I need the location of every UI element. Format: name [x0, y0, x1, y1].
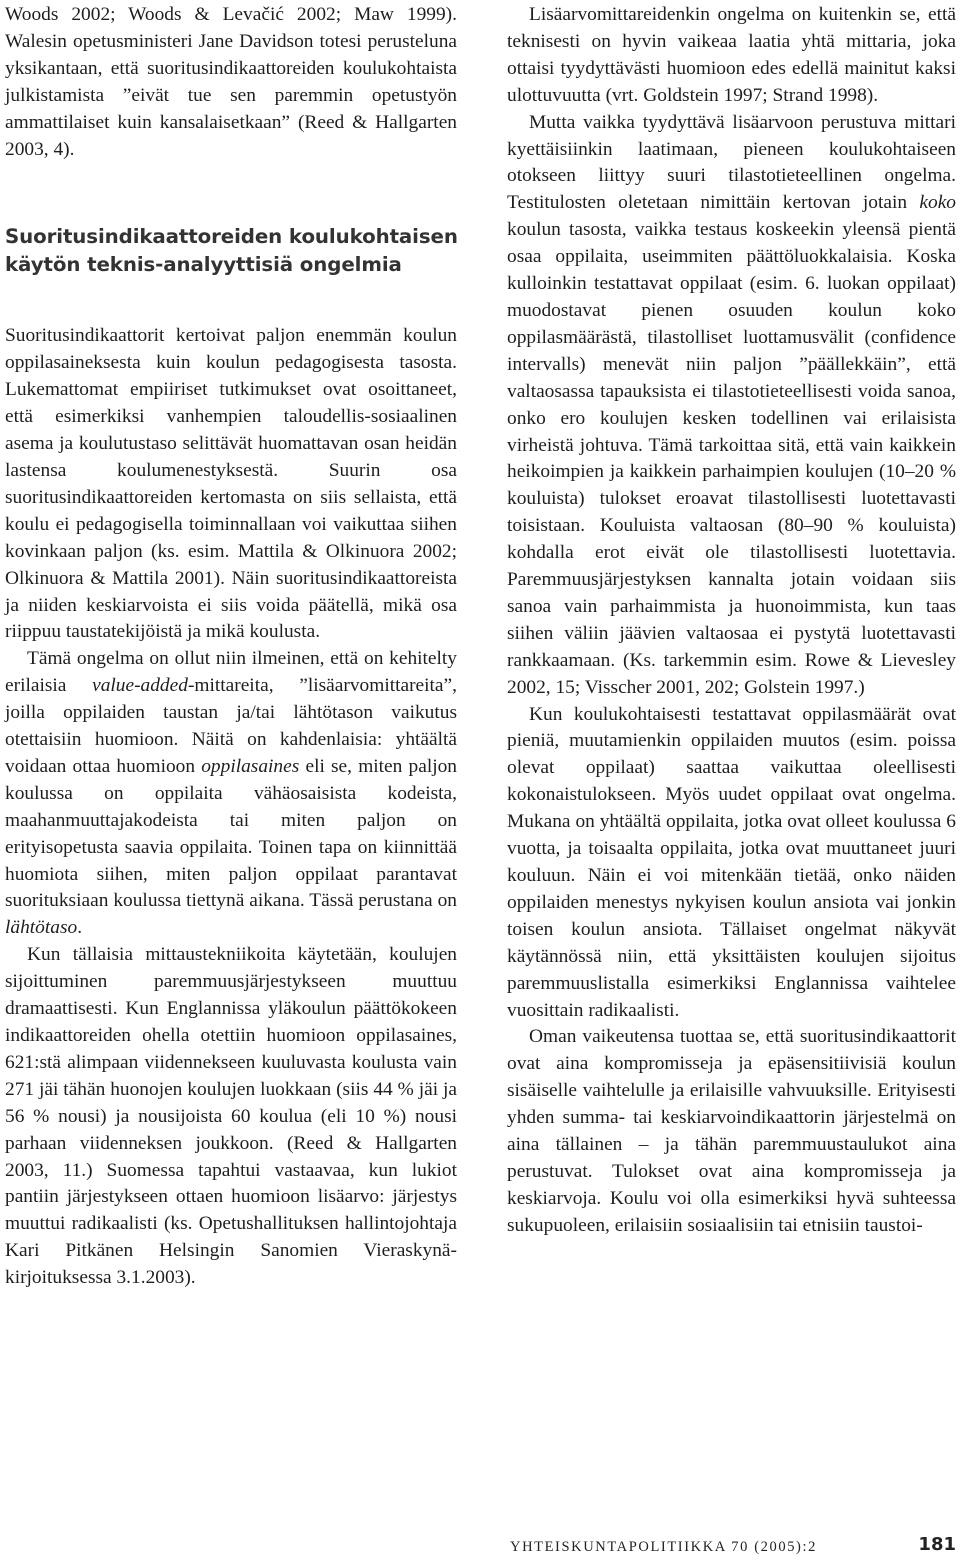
- body-paragraph-3: Kun tällaisia mittaustekniikoita käytetään, koulujen sijoittuminen paremmuusjärjestykseen muuttuu dramaattisesti. Kun Englannissa yläkoulun päättökokeen indikaattoreiden ohella otettiin huomioon oppilasaines, 621:stä alimpaan viidennekseen kuuluvasta koulusta vain 271 jäi tähän huonojen koulujen luokkaan (siis 44 % jäi ja 56 % nousi) ja nousijoista 60 koulua (eli 10 %) nousi parhaan viidenneksen joukkoon. (Reed & Hallgarten 2003, 11.) Suomessa tapahtui vastaavaa, kun lukiot pantiin järjestykseen ottaen huomioon lisäarvo: järjestys muuttui radikaalisti (ks. Opetushallituksen hallintojohtaja Kari Pitkänen Helsingin Sanomien Vieraskynä-kirjoituksessa 3.1.2003).: [5, 944, 457, 1289]
- paragraph-text: -mittareita, ”lisäarvomittareita”, joilla oppilaiden taustan ja/tai lähtötason vaikutus otettaisiin huomioon. Näitä on kahdenlaisia: yhtäältä voidaan ottaa huomioon: [5, 675, 457, 777]
- italic-term-value-added: value-added: [92, 675, 188, 697]
- page-number: 181: [918, 1534, 956, 1555]
- right-paragraph-4: Oman vaikeutensa tuottaa se, että suoritusindikaattorit ovat aina kompromisseja ja epäsensitiivisiä koulun sisäiselle vaihtelulle ja erilaisille vahvuuksille. Erityisesti yhden summa- tai keskiarvoindikaattorin järjestelmä on aina tällainen – ja tähän paremmuustaulukot aina perustuvat. Tulokset ovat aina kompromisseja ja keskiarvoja. Koulu voi olla esimerkiksi hyvä suhteessa sukupuoleen, erilaisiin sosiaalisiin tai etnisiin taustoi-: [507, 1026, 956, 1236]
- paragraph-text: Mutta vaikka tyydyttävä lisäarvoon perustuva mittari kyettäisiinkin laatimaan, pieneen koulukohtaiseen otokseen liittyy suuri tilastotieteellinen ongelma. Testitulosten oletetaan nimittäin kertovan jotain: [507, 111, 956, 214]
- paragraph-text: eli se, miten paljon koulussa on oppilaita vähäosaisista kodeista, maahanmuuttajakodeista tai miten paljon on erityisopetusta saavia oppilaita. Toinen tapa on kiinnittää huomiota siihen, miten paljon oppilaat parantavat suorituksiaan koulussa tiettynä aikana. Tässä perustana on: [5, 755, 457, 912]
- paragraph-text: Tämä ongelma on ollut niin ilmeinen, että on kehitelty erilaisia: [5, 648, 457, 697]
- italic-term-oppilasaines: oppilasaines: [201, 755, 300, 777]
- journal-name: YHTEISKUNTAPOLITIIKKA 70 (2005):2: [510, 1539, 817, 1555]
- right-paragraph-3: Kun koulukohtaisesti testattavat oppilasmäärät ovat pieniä, muutamienkin oppilaiden muutos (esim. poissa olevat oppilaat) saattaa vaikuttaa oleellisesti kokonaistulokseen. Myös uudet oppilaat ovat ongelma. Mukana on yhtäältä oppilaita, jotka ovat olleet koulussa 6 vuotta, ja toisaalta oppilaita, jotka ovat muuttaneet juuri kouluun. Näin ei voi mitenkään tietää, onko näiden oppilaiden menestys nykyisen koulun ansiota vai jonkin toisen koulun ansiota. Tällaiset ongelmat näkyvät käytännössä niin, että yksittäisten koulujen sijoitus paremmuuslistalla esimerkiksi Englannissa vaihtelee vuosittain radikaalisti.: [507, 703, 956, 1021]
- left-column: [5, 2, 457, 1292]
- italic-term-lahtotaso: lähtötaso: [5, 917, 78, 939]
- right-paragraph-1: Lisäarvomittareidenkin ongelma on kuitenkin se, että teknisesti on hyvin vaikeaa laatia yhtä mittaria, joka ottaisi tyydyttävästi huomioon edes edellä mainitut kaksi ulottuvuutta (vrt. Goldstein 1997; Strand 1998).: [507, 4, 956, 106]
- paragraph-text: koulun tasosta, vaikka testaus koskeekin yleensä pientä osaa oppilaita, useimmiten päättöluokkalaisia. Koska kulloinkin testattavat oppilaat (esim. 6. luokan oppilaat) muodostavat pienen osuuden koulun koko oppilasmäärästä, tilastolliset luottamusvälit (confidence intervalls) menevät niin paljon ”päällekkäin”, että valtaosassa tapauksista ei tilastotieteellisesti voida sanoa, onko ero koulujen kesken todellinen vai erilaisista virheistä johtuva. Tämä tarkoittaa sitä, että vain kaikkein heikoimpien ja kaikkein parhaimpien koulujen (10–20 % kouluista) tulokset eroavat tilastollisesti luotettavasti toisistaan. Kouluista valtaosan (80–90 % kouluista) kohdalla erot eivät ole tilastollisesti luotettavia. Paremmuusjärjestyksen kannalta jotain voidaan siis sanoa vain parhaimmista ja huonoimmista, kun taas siihen väliin jäävien valtaosaa ei pystytä luotettavasti rankkaamaan. (Ks. tarkemmin esim. Rowe & Lievesley 2002, 15; Visscher 2001, 202; Golstein 1997.): [507, 219, 956, 698]
- body-paragraph-1: Suoritusindikaattorit kertoivat paljon enemmän koulun oppilasaineksesta kuin koulun pedagogisesta tasosta. Lukemattomat empiiriset tutkimukset ovat osoittaneet, että esimerkiksi vanhempien taloudellis-sosiaalinen asema ja koulutustaso selittävät huomattavan osan heidän lastensa koulumenestyksestä. Suurin osa suoritusindikaattoreiden kertomasta on siis sellaista, että koulu ei pedagogisella toiminnallaan voi vaikuttaa siihen kovinkaan paljon (ks. esim. Mattila & Olkinuora 2002; Olkinuora & Mattila 2001). Näin suoritusindikaattoreista ja niiden keskiarvoista ei siis voida päätellä, mikä osa riippuu taustatekijöistä ja mikä koulusta.: [5, 325, 457, 643]
- intro-paragraph: Woods 2002; Woods & Levačić 2002; Maw 1999). Walesin opetusministeri Jane Davidson totesi perusteluna yksikantaan, että suoritusindikaattoreiden koulukohtaista julkistamista ”eivät tue sen paremmin opetustyön ammattilaiset kuin kansalaisetkaan” (Reed & Hallgarten 2003, 4).: [5, 4, 457, 160]
- section-heading: [5, 223, 457, 279]
- paragraph-text: .: [77, 917, 83, 939]
- section-heading-line-1: Suoritusindikaattoreiden koulukohtaisen: [5, 225, 458, 249]
- body-paragraph-2: [5, 646, 457, 942]
- section-heading-line-2: käytön teknis-analyyttisiä ongelmia: [5, 253, 402, 277]
- page-footer: [510, 1534, 956, 1560]
- italic-term-koko: koko: [919, 192, 956, 214]
- right-paragraph-2: [507, 110, 956, 702]
- right-column: [507, 2, 956, 1240]
